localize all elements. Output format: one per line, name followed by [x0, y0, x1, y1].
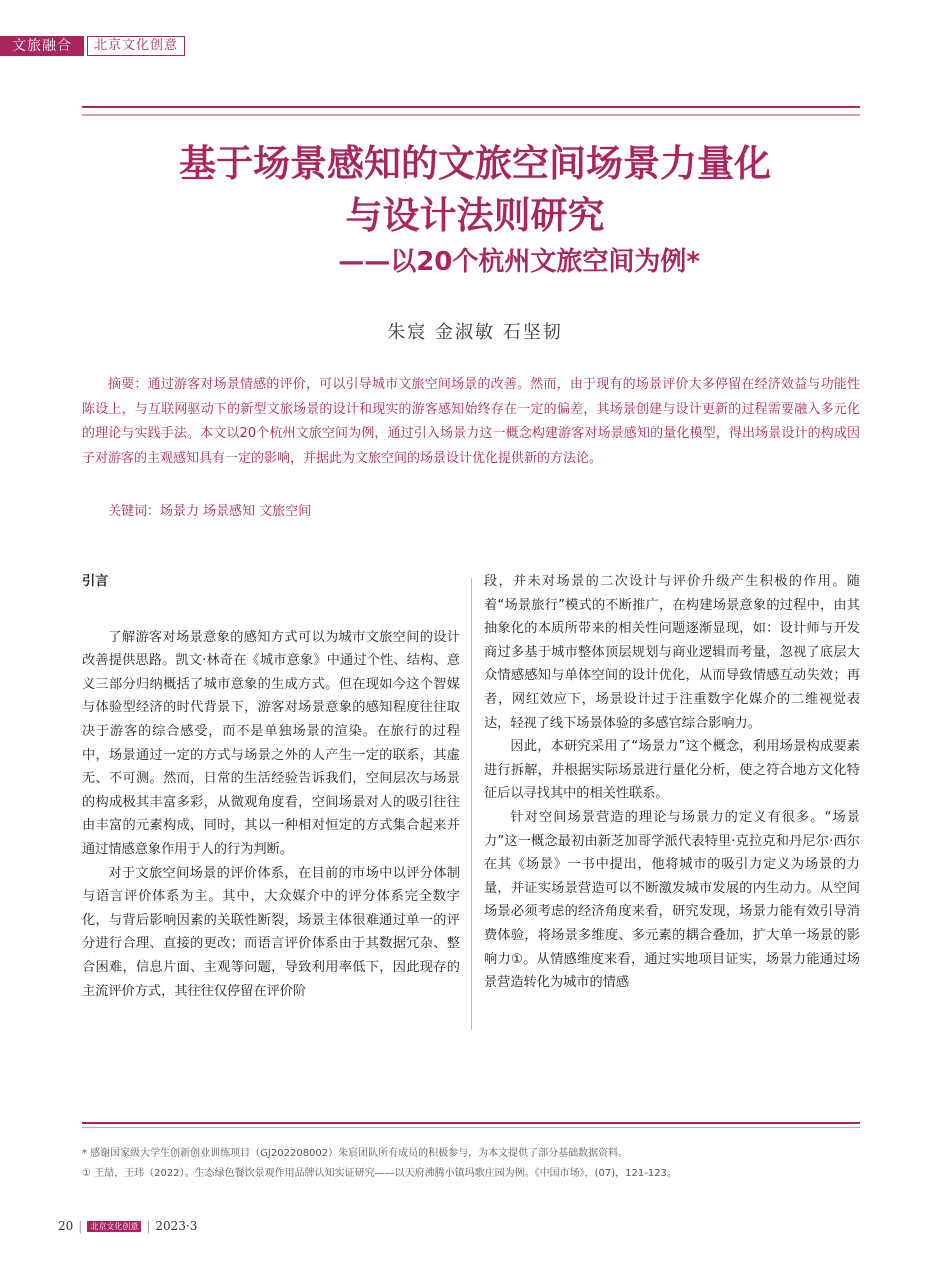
page-number: 20 [58, 1219, 74, 1233]
keywords [108, 500, 311, 519]
column-divider [471, 578, 472, 1030]
footnote-divider [82, 1122, 860, 1128]
footnote: ① 王喆，王玮（2022）。生态绿色餐饮景观作用品牌认知实证研究——以天府沸腾小镇玛歌庄园为例。《中国市场》，(07)，121-123。 [82, 1168, 677, 1179]
article-subtitle: ——以20个杭州文旅空间为例* [338, 247, 700, 277]
footnotes [82, 1144, 872, 1184]
right-column [484, 570, 860, 995]
left-column [82, 570, 460, 1003]
paragraph: 因此，本研究采用了“场景力”这个概念，利用场景构成要素进行拆解，并根据实际场景进行量化分析，使之符合地方文化特征后以寻找其中的相关性联系。 [484, 739, 860, 802]
keywords-label: 关键词： [108, 504, 161, 519]
abstract [82, 373, 860, 471]
authors: 朱宸 金淑敏 石坚韧 [387, 322, 563, 343]
paragraph: 对于文旅空间场景的评价体系，在目前的市场中以评分体制与语言评价体系为主。其中，大众媒介中的评分体系完全数字化，与背后影响因素的关联性断裂，场景主体很难通过单一的评分进行合理、直接的更改；而语言评价体系由于其数据冗杂、整合困难，信息片面、主观等问题，导致利用率低下，因此现存的主流评价方式，其往往仅停留在评价阶 [82, 865, 460, 999]
article-title [60, 138, 890, 242]
section-heading: 引言 [82, 574, 109, 589]
section-header [0, 36, 185, 56]
footer-separator: | [78, 1219, 83, 1233]
abstract-label: 摘要： [108, 377, 148, 392]
paragraph: 针对空间场景营造的理论与场景力的定义有很多。“场景力”这一概念最初由新芝加哥学派代表特里·克拉克和丹尼尔·西尔在其《场景》一书中提出，他将城市的吸引力定义为场景的力量，并证实场景营造可以不断激发城市发展的内生动力。从空间场景必须考虑的经济角度来看，研究发现，场景力能有效引导消费体验，将场景多维度、多元素的耦合叠加，扩大单一场景的影响力①。从情感维度来看，通过实地项目证实，场景力能通过场景营造转化为城市的情感 [484, 809, 860, 991]
footer-separator: | [146, 1219, 151, 1233]
page-footer [58, 1219, 197, 1233]
journal-logo: 北京文化创意 [87, 1221, 141, 1232]
column-label: 北京文化创意 [87, 36, 185, 56]
title-line-2: 与设计法则研究 [345, 194, 605, 237]
paragraph: 段，并未对场景的二次设计与评价升级产生积极的作用。随着“场景旅行”模式的不断推广，在构建场景意象的过程中，由其抽象化的本质所带来的相关性问题逐渐显现，如：设计师与开发商过多基于城市整体顶层规划与商业逻辑而考量，忽视了底层大众情感感知与单体空间的设计优化，从而导致情感互动失效；再者，网红效应下，场景设计过于注重数字化媒介的二维视觉表达，轻视了线下场景体验的多感官综合影响力。 [484, 574, 860, 731]
abstract-text: 通过游客对场景情感的评价，可以引导城市文旅空间场景的改善。然而，由于现有的场景评价大多停留在经济效益与功能性陈设上，与互联网驱动下的新型文旅场景的设计和现实的游客感知始终存在一定的偏差，其场景创建与设计更新的过程需要融入多元化的理论与实践手法。本文以20个杭州文旅空间为例，通过引入场景力这一概念构建游客对场景感知的量化模型，得出场景设计的构成因子对游客的主观感知具有一定的影响，并据此为文旅空间的场景设计优化提供新的方法论。 [82, 377, 860, 466]
section-label: 文旅融合 [0, 36, 84, 56]
title-line-1: 基于场景感知的文旅空间场景力量化 [179, 142, 771, 185]
paragraph: 了解游客对场景意象的感知方式可以为城市文旅空间的设计改善提供思路。凯文·林奇在《城市意象》中通过个性、结构、意义三部分归纳概括了城市意象的生成方式。但在现如今这个智媒与体验型经济的时代背景下，游客对场景意象的感知程度往往取决于游客的综合感受，而不是单独场景的渲染。在旅行的过程中，场景通过一定的方式与场景之外的人产生一定的联系，其虚无、不可测。然而，日常的生活经验告诉我们，空间层次与场景的构成极其丰富多彩，从微观角度看，空间场景对人的吸引往往由丰富的元素构成，同时，其以一种相对恒定的方式集合起来并通过情感意象作用于人的行为判断。 [82, 629, 460, 857]
keywords-text: 场景力 场景感知 文旅空间 [160, 504, 312, 519]
issue-number: 2023·3 [155, 1219, 198, 1233]
footnote: * 感谢国家级大学生创新创业训练项目（GJ202208002）朱宸团队所有成员的积极参与，为本文提供了部分基础数据资料。 [82, 1148, 629, 1159]
title-divider [82, 106, 860, 116]
